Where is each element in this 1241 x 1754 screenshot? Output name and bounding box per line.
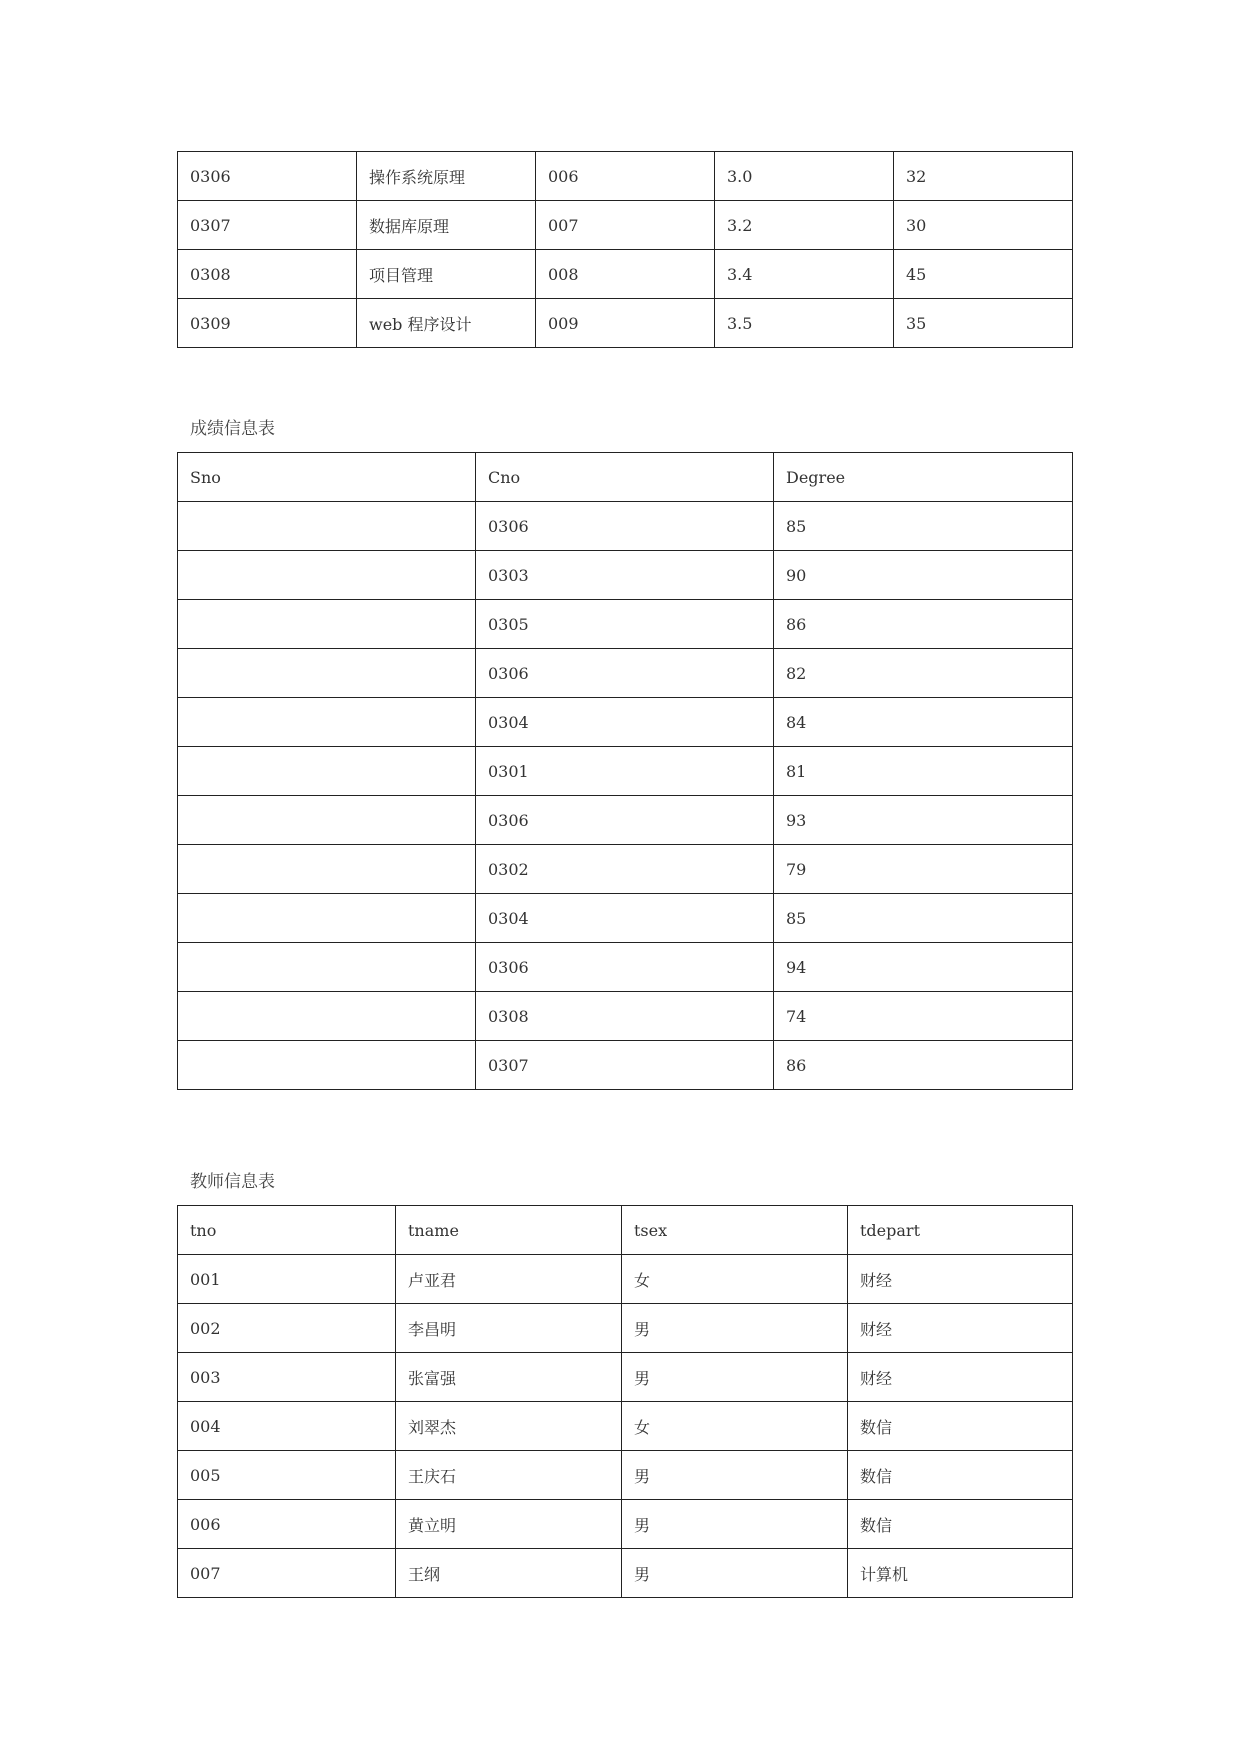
table-row <box>178 502 1073 551</box>
tname-cell: 刘翠杰 <box>396 1402 622 1451</box>
table-row <box>178 796 1073 845</box>
teacher-table-title: 教师信息表 <box>190 1172 275 1192</box>
course-no-cell: 0309 <box>178 299 357 348</box>
tdepart-cell: 计算机 <box>848 1549 1073 1598</box>
cno-cell: 0301 <box>476 747 774 796</box>
teacher-no-cell: 008 <box>536 250 715 299</box>
tname-cell: 张富强 <box>396 1353 622 1402</box>
degree-cell: 86 <box>774 1041 1073 1090</box>
cno-cell: 0307 <box>476 1041 774 1090</box>
table-row <box>178 747 1073 796</box>
hours-cell: 45 <box>894 250 1073 299</box>
credit-cell: 3.4 <box>715 250 894 299</box>
table-row <box>178 1451 1073 1500</box>
tname-cell: 李昌明 <box>396 1304 622 1353</box>
column-header-cno: Cno <box>476 453 774 502</box>
credit-cell: 3.5 <box>715 299 894 348</box>
degree-cell: 79 <box>774 845 1073 894</box>
tdepart-cell: 数信 <box>848 1451 1073 1500</box>
course-name-cell: 数据库原理 <box>357 201 536 250</box>
course-name-cell: 操作系统原理 <box>357 152 536 201</box>
course-no-cell: 0306 <box>178 152 357 201</box>
sno-cell <box>178 698 476 747</box>
cno-cell: 0306 <box>476 649 774 698</box>
tdepart-cell: 财经 <box>848 1304 1073 1353</box>
degree-cell: 82 <box>774 649 1073 698</box>
table-row <box>178 551 1073 600</box>
teacher-no-cell: 007 <box>536 201 715 250</box>
column-header-tsex: tsex <box>622 1206 848 1255</box>
table-row <box>178 600 1073 649</box>
degree-cell: 90 <box>774 551 1073 600</box>
degree-cell: 85 <box>774 894 1073 943</box>
tsex-cell: 男 <box>622 1500 848 1549</box>
sno-cell <box>178 600 476 649</box>
course-name-cell: web 程序设计 <box>357 299 536 348</box>
tno-cell: 001 <box>178 1255 396 1304</box>
sno-cell <box>178 747 476 796</box>
tsex-cell: 男 <box>622 1451 848 1500</box>
course-no-cell: 0308 <box>178 250 357 299</box>
cno-cell: 0305 <box>476 600 774 649</box>
degree-cell: 74 <box>774 992 1073 1041</box>
tno-cell: 006 <box>178 1500 396 1549</box>
table-row <box>178 1304 1073 1353</box>
sno-cell <box>178 845 476 894</box>
column-header-tname: tname <box>396 1206 622 1255</box>
degree-cell: 94 <box>774 943 1073 992</box>
table-row <box>178 201 1073 250</box>
teacher-no-cell: 006 <box>536 152 715 201</box>
grade-table-title: 成绩信息表 <box>190 419 275 439</box>
table-row <box>178 943 1073 992</box>
cno-cell: 0306 <box>476 502 774 551</box>
table-row <box>178 1402 1073 1451</box>
tno-cell: 004 <box>178 1402 396 1451</box>
tdepart-cell: 数信 <box>848 1402 1073 1451</box>
table-row <box>178 894 1073 943</box>
degree-cell: 86 <box>774 600 1073 649</box>
degree-cell: 93 <box>774 796 1073 845</box>
table-row <box>178 1353 1073 1402</box>
table-row <box>178 698 1073 747</box>
table-row <box>178 1041 1073 1090</box>
degree-cell: 84 <box>774 698 1073 747</box>
sno-cell <box>178 796 476 845</box>
cno-cell: 0302 <box>476 845 774 894</box>
tname-cell: 卢亚君 <box>396 1255 622 1304</box>
course-table <box>177 151 1073 348</box>
grade-table <box>177 452 1073 1090</box>
degree-cell: 81 <box>774 747 1073 796</box>
table-row <box>178 250 1073 299</box>
credit-cell: 3.2 <box>715 201 894 250</box>
cno-cell: 0304 <box>476 894 774 943</box>
hours-cell: 32 <box>894 152 1073 201</box>
table-row <box>178 845 1073 894</box>
table-row <box>178 992 1073 1041</box>
table-row <box>178 299 1073 348</box>
degree-cell: 85 <box>774 502 1073 551</box>
table-row <box>178 152 1073 201</box>
tsex-cell: 男 <box>622 1353 848 1402</box>
sno-cell <box>178 894 476 943</box>
tname-cell: 王庆石 <box>396 1451 622 1500</box>
column-header-tno: tno <box>178 1206 396 1255</box>
cno-cell: 0306 <box>476 943 774 992</box>
hours-cell: 35 <box>894 299 1073 348</box>
cno-cell: 0304 <box>476 698 774 747</box>
column-header-sno: Sno <box>178 453 476 502</box>
tno-cell: 003 <box>178 1353 396 1402</box>
tno-cell: 005 <box>178 1451 396 1500</box>
cno-cell: 0308 <box>476 992 774 1041</box>
course-no-cell: 0307 <box>178 201 357 250</box>
column-header-tdepart: tdepart <box>848 1206 1073 1255</box>
sno-cell <box>178 649 476 698</box>
teacher-table <box>177 1205 1073 1598</box>
sno-cell <box>178 992 476 1041</box>
tno-cell: 007 <box>178 1549 396 1598</box>
hours-cell: 30 <box>894 201 1073 250</box>
tno-cell: 002 <box>178 1304 396 1353</box>
tname-cell: 王纲 <box>396 1549 622 1598</box>
tsex-cell: 男 <box>622 1549 848 1598</box>
sno-cell <box>178 943 476 992</box>
table-header-row <box>178 453 1073 502</box>
tsex-cell: 男 <box>622 1304 848 1353</box>
table-row <box>178 1549 1073 1598</box>
tname-cell: 黄立明 <box>396 1500 622 1549</box>
tdepart-cell: 财经 <box>848 1255 1073 1304</box>
column-header-degree: Degree <box>774 453 1073 502</box>
sno-cell <box>178 502 476 551</box>
course-name-cell: 项目管理 <box>357 250 536 299</box>
table-row <box>178 1500 1073 1549</box>
cno-cell: 0306 <box>476 796 774 845</box>
cno-cell: 0303 <box>476 551 774 600</box>
teacher-no-cell: 009 <box>536 299 715 348</box>
tdepart-cell: 财经 <box>848 1353 1073 1402</box>
table-row <box>178 1255 1073 1304</box>
credit-cell: 3.0 <box>715 152 894 201</box>
sno-cell <box>178 551 476 600</box>
tsex-cell: 女 <box>622 1255 848 1304</box>
tsex-cell: 女 <box>622 1402 848 1451</box>
table-row <box>178 649 1073 698</box>
table-header-row <box>178 1206 1073 1255</box>
tdepart-cell: 数信 <box>848 1500 1073 1549</box>
sno-cell <box>178 1041 476 1090</box>
